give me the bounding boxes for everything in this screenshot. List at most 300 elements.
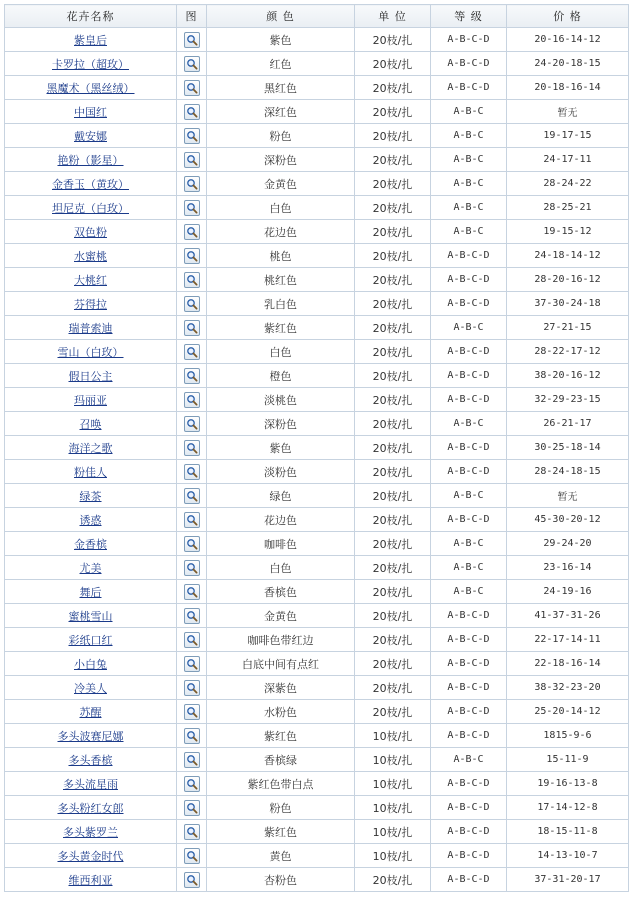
flower-name-link[interactable]: 艳粉（影星） bbox=[57, 153, 124, 167]
flower-name-cell bbox=[5, 436, 177, 460]
flower-name-cell bbox=[5, 412, 177, 436]
picture-cell bbox=[177, 244, 207, 268]
color-cell: 紫红色带白点 bbox=[207, 772, 355, 796]
flower-name-cell bbox=[5, 388, 177, 412]
unit-cell: 20枝/扎 bbox=[355, 292, 431, 316]
color-cell: 深粉色 bbox=[207, 148, 355, 172]
magnifier-icon[interactable] bbox=[184, 824, 200, 840]
flower-name-cell bbox=[5, 52, 177, 76]
color-cell: 金黄色 bbox=[207, 604, 355, 628]
price-cell: 暂无 bbox=[507, 484, 629, 508]
magnifier-icon[interactable] bbox=[184, 80, 200, 96]
flower-name-link[interactable]: 维西利亚 bbox=[68, 873, 113, 887]
picture-cell bbox=[177, 340, 207, 364]
picture-cell bbox=[177, 820, 207, 844]
picture-cell bbox=[177, 148, 207, 172]
flower-name-link[interactable]: 粉佳人 bbox=[74, 465, 107, 479]
grade-cell: A-B-C bbox=[431, 316, 507, 340]
magnifier-icon[interactable] bbox=[184, 248, 200, 264]
color-cell: 咖啡色 bbox=[207, 532, 355, 556]
grade-cell: A-B-C-D bbox=[431, 292, 507, 316]
magnifier-icon[interactable] bbox=[184, 224, 200, 240]
magnifier-icon[interactable] bbox=[184, 488, 200, 504]
magnifier-icon[interactable] bbox=[184, 776, 200, 792]
header-grade: 等 级 bbox=[431, 5, 507, 28]
table-body bbox=[5, 28, 629, 892]
color-cell: 淡粉色 bbox=[207, 460, 355, 484]
table-row bbox=[5, 172, 629, 196]
grade-cell: A-B-C-D bbox=[431, 340, 507, 364]
unit-cell: 20枝/扎 bbox=[355, 196, 431, 220]
table-row bbox=[5, 604, 629, 628]
color-cell: 紫红色 bbox=[207, 724, 355, 748]
unit-cell: 20枝/扎 bbox=[355, 268, 431, 292]
flower-name-link[interactable]: 中国红 bbox=[74, 105, 107, 119]
table-row bbox=[5, 28, 629, 52]
color-cell: 橙色 bbox=[207, 364, 355, 388]
magnifier-icon[interactable] bbox=[184, 632, 200, 648]
price-cell: 24-17-11 bbox=[507, 148, 629, 172]
flower-name-link[interactable]: 双色粉 bbox=[74, 225, 107, 239]
color-cell: 乳白色 bbox=[207, 292, 355, 316]
color-cell: 深粉色 bbox=[207, 412, 355, 436]
picture-cell bbox=[177, 844, 207, 868]
table-row bbox=[5, 508, 629, 532]
magnifier-icon[interactable] bbox=[184, 320, 200, 336]
header-price: 价 格 bbox=[507, 5, 629, 28]
picture-cell bbox=[177, 508, 207, 532]
flower-name-cell bbox=[5, 172, 177, 196]
flower-name-cell bbox=[5, 292, 177, 316]
price-cell: 24-19-16 bbox=[507, 580, 629, 604]
flower-name-link[interactable]: 召唤 bbox=[79, 417, 102, 431]
flower-name-cell bbox=[5, 124, 177, 148]
unit-cell: 20枝/扎 bbox=[355, 508, 431, 532]
price-cell: 28-22-17-12 bbox=[507, 340, 629, 364]
picture-cell bbox=[177, 700, 207, 724]
flower-name-link[interactable]: 金香玉（黄玫） bbox=[52, 177, 129, 191]
grade-cell: A-B-C-D bbox=[431, 628, 507, 652]
magnifier-icon[interactable] bbox=[184, 752, 200, 768]
flower-name-link[interactable]: 多头流星雨 bbox=[63, 777, 118, 791]
color-cell: 桃红色 bbox=[207, 268, 355, 292]
unit-cell: 20枝/扎 bbox=[355, 388, 431, 412]
picture-cell bbox=[177, 124, 207, 148]
flower-name-cell bbox=[5, 244, 177, 268]
color-cell: 金黄色 bbox=[207, 172, 355, 196]
flower-name-link[interactable]: 芬得拉 bbox=[74, 297, 107, 311]
unit-cell: 20枝/扎 bbox=[355, 676, 431, 700]
flower-name-link[interactable]: 绿茶 bbox=[79, 489, 102, 503]
magnifier-icon[interactable] bbox=[184, 32, 200, 48]
flower-name-cell bbox=[5, 868, 177, 892]
picture-cell bbox=[177, 868, 207, 892]
grade-cell: A-B-C-D bbox=[431, 652, 507, 676]
grade-cell: A-B-C bbox=[431, 412, 507, 436]
unit-cell: 20枝/扎 bbox=[355, 124, 431, 148]
table-row bbox=[5, 796, 629, 820]
unit-cell: 20枝/扎 bbox=[355, 364, 431, 388]
table-row bbox=[5, 676, 629, 700]
picture-cell bbox=[177, 604, 207, 628]
price-cell: 37-31-20-17 bbox=[507, 868, 629, 892]
picture-cell bbox=[177, 172, 207, 196]
unit-cell: 20枝/扎 bbox=[355, 340, 431, 364]
flower-name-link[interactable]: 彩纸口红 bbox=[68, 633, 113, 647]
price-cell: 37-30-24-18 bbox=[507, 292, 629, 316]
grade-cell: A-B-C bbox=[431, 580, 507, 604]
picture-cell bbox=[177, 748, 207, 772]
unit-cell: 20枝/扎 bbox=[355, 532, 431, 556]
grade-cell: A-B-C bbox=[431, 556, 507, 580]
table-row bbox=[5, 220, 629, 244]
unit-cell: 20枝/扎 bbox=[355, 484, 431, 508]
table-header-row bbox=[5, 5, 629, 28]
flower-name-link[interactable]: 多头香槟 bbox=[68, 753, 113, 767]
grade-cell: A-B-C-D bbox=[431, 772, 507, 796]
flower-name-cell bbox=[5, 796, 177, 820]
magnifier-icon[interactable] bbox=[184, 800, 200, 816]
header-unit: 单 位 bbox=[355, 5, 431, 28]
color-cell: 粉色 bbox=[207, 124, 355, 148]
magnifier-icon[interactable] bbox=[184, 608, 200, 624]
flower-name-link[interactable]: 尤美 bbox=[79, 561, 102, 575]
flower-name-link[interactable]: 坦尼克（白玫） bbox=[52, 201, 129, 215]
color-cell: 白色 bbox=[207, 556, 355, 580]
picture-cell bbox=[177, 316, 207, 340]
unit-cell: 10枝/扎 bbox=[355, 748, 431, 772]
flower-name-link[interactable]: 多头紫罗兰 bbox=[63, 825, 118, 839]
flower-name-link[interactable]: 海洋之歌 bbox=[68, 441, 113, 455]
flower-name-link[interactable]: 玛丽亚 bbox=[74, 393, 107, 407]
flower-name-link[interactable]: 小白兔 bbox=[74, 657, 107, 671]
magnifier-icon[interactable] bbox=[184, 200, 200, 216]
unit-cell: 20枝/扎 bbox=[355, 172, 431, 196]
flower-name-link[interactable]: 蜜桃雪山 bbox=[68, 609, 113, 623]
flower-name-link[interactable]: 舞后 bbox=[79, 585, 102, 599]
magnifier-icon[interactable] bbox=[184, 464, 200, 480]
flower-name-cell bbox=[5, 148, 177, 172]
flower-name-link[interactable]: 多头粉红女郎 bbox=[57, 801, 124, 815]
color-cell: 紫色 bbox=[207, 28, 355, 52]
table-row bbox=[5, 100, 629, 124]
grade-cell: A-B-C-D bbox=[431, 508, 507, 532]
price-cell: 28-24-22 bbox=[507, 172, 629, 196]
color-cell: 花边色 bbox=[207, 220, 355, 244]
picture-cell bbox=[177, 628, 207, 652]
unit-cell: 20枝/扎 bbox=[355, 700, 431, 724]
grade-cell: A-B-C-D bbox=[431, 796, 507, 820]
flower-name-cell bbox=[5, 580, 177, 604]
picture-cell bbox=[177, 292, 207, 316]
price-cell: 14-13-10-7 bbox=[507, 844, 629, 868]
price-cell: 20-16-14-12 bbox=[507, 28, 629, 52]
table-row bbox=[5, 580, 629, 604]
grade-cell: A-B-C-D bbox=[431, 868, 507, 892]
grade-cell: A-B-C-D bbox=[431, 244, 507, 268]
flower-name-cell bbox=[5, 676, 177, 700]
picture-cell bbox=[177, 580, 207, 604]
grade-cell: A-B-C bbox=[431, 220, 507, 244]
unit-cell: 20枝/扎 bbox=[355, 316, 431, 340]
table-row bbox=[5, 556, 629, 580]
flower-name-cell bbox=[5, 340, 177, 364]
color-cell: 黄色 bbox=[207, 844, 355, 868]
unit-cell: 10枝/扎 bbox=[355, 772, 431, 796]
flower-name-cell bbox=[5, 316, 177, 340]
grade-cell: A-B-C bbox=[431, 172, 507, 196]
grade-cell: A-B-C-D bbox=[431, 604, 507, 628]
price-cell: 27-21-15 bbox=[507, 316, 629, 340]
magnifier-icon[interactable] bbox=[184, 704, 200, 720]
unit-cell: 20枝/扎 bbox=[355, 220, 431, 244]
header-color: 颜 色 bbox=[207, 5, 355, 28]
flower-name-cell bbox=[5, 820, 177, 844]
flower-name-link[interactable]: 水蜜桃 bbox=[74, 249, 107, 263]
color-cell: 黑红色 bbox=[207, 76, 355, 100]
magnifier-icon[interactable] bbox=[184, 176, 200, 192]
flower-name-cell bbox=[5, 460, 177, 484]
color-cell: 咖啡色带红边 bbox=[207, 628, 355, 652]
color-cell: 白色 bbox=[207, 196, 355, 220]
grade-cell: A-B-C bbox=[431, 532, 507, 556]
price-cell: 45-30-20-12 bbox=[507, 508, 629, 532]
table-row bbox=[5, 124, 629, 148]
flower-name-cell bbox=[5, 652, 177, 676]
picture-cell bbox=[177, 76, 207, 100]
flower-price-table bbox=[4, 4, 629, 892]
unit-cell: 20枝/扎 bbox=[355, 580, 431, 604]
flower-name-link[interactable]: 多头波赛尼娜 bbox=[57, 729, 124, 743]
unit-cell: 20枝/扎 bbox=[355, 436, 431, 460]
table-row bbox=[5, 652, 629, 676]
grade-cell: A-B-C-D bbox=[431, 76, 507, 100]
table-row bbox=[5, 196, 629, 220]
unit-cell: 10枝/扎 bbox=[355, 844, 431, 868]
flower-name-cell bbox=[5, 268, 177, 292]
grade-cell: A-B-C-D bbox=[431, 28, 507, 52]
magnifier-icon[interactable] bbox=[184, 416, 200, 432]
picture-cell bbox=[177, 532, 207, 556]
unit-cell: 20枝/扎 bbox=[355, 76, 431, 100]
flower-name-cell bbox=[5, 604, 177, 628]
flower-name-link[interactable]: 黑魔术（黑丝绒） bbox=[46, 81, 135, 95]
flower-name-link[interactable]: 戴安娜 bbox=[74, 129, 107, 143]
table-row bbox=[5, 748, 629, 772]
magnifier-icon[interactable] bbox=[184, 680, 200, 696]
magnifier-icon[interactable] bbox=[184, 440, 200, 456]
picture-cell bbox=[177, 28, 207, 52]
flower-name-cell bbox=[5, 508, 177, 532]
grade-cell: A-B-C bbox=[431, 100, 507, 124]
unit-cell: 20枝/扎 bbox=[355, 628, 431, 652]
table-row bbox=[5, 772, 629, 796]
flower-name-cell bbox=[5, 364, 177, 388]
table-row bbox=[5, 484, 629, 508]
picture-cell bbox=[177, 220, 207, 244]
price-cell: 18-15-11-8 bbox=[507, 820, 629, 844]
table-row bbox=[5, 868, 629, 892]
magnifier-icon[interactable] bbox=[184, 344, 200, 360]
color-cell: 水粉色 bbox=[207, 700, 355, 724]
color-cell: 香槟色 bbox=[207, 580, 355, 604]
price-cell: 30-25-18-14 bbox=[507, 436, 629, 460]
flower-name-cell bbox=[5, 220, 177, 244]
grade-cell: A-B-C-D bbox=[431, 700, 507, 724]
table-row bbox=[5, 844, 629, 868]
magnifier-icon[interactable] bbox=[184, 536, 200, 552]
price-cell: 17-14-12-8 bbox=[507, 796, 629, 820]
picture-cell bbox=[177, 556, 207, 580]
picture-cell bbox=[177, 772, 207, 796]
grade-cell: A-B-C bbox=[431, 484, 507, 508]
table-row bbox=[5, 700, 629, 724]
magnifier-icon[interactable] bbox=[184, 392, 200, 408]
table-row bbox=[5, 292, 629, 316]
flower-name-link[interactable]: 紫皇后 bbox=[74, 33, 107, 47]
color-cell: 桃色 bbox=[207, 244, 355, 268]
color-cell: 杏粉色 bbox=[207, 868, 355, 892]
table-row bbox=[5, 412, 629, 436]
price-cell: 22-18-16-14 bbox=[507, 652, 629, 676]
magnifier-icon[interactable] bbox=[184, 656, 200, 672]
flower-name-link[interactable]: 苏醒 bbox=[79, 705, 102, 719]
grade-cell: A-B-C bbox=[431, 148, 507, 172]
color-cell: 紫红色 bbox=[207, 316, 355, 340]
price-cell: 38-20-16-12 bbox=[507, 364, 629, 388]
grade-cell: A-B-C bbox=[431, 124, 507, 148]
flower-name-link[interactable]: 假日公主 bbox=[68, 369, 113, 383]
grade-cell: A-B-C bbox=[431, 748, 507, 772]
flower-name-cell bbox=[5, 196, 177, 220]
grade-cell: A-B-C-D bbox=[431, 364, 507, 388]
grade-cell: A-B-C-D bbox=[431, 676, 507, 700]
picture-cell bbox=[177, 196, 207, 220]
flower-name-cell bbox=[5, 628, 177, 652]
flower-name-link[interactable]: 冷美人 bbox=[74, 681, 107, 695]
unit-cell: 10枝/扎 bbox=[355, 796, 431, 820]
magnifier-icon[interactable] bbox=[184, 272, 200, 288]
grade-cell: A-B-C bbox=[431, 196, 507, 220]
flower-name-cell bbox=[5, 724, 177, 748]
magnifier-icon[interactable] bbox=[184, 560, 200, 576]
grade-cell: A-B-C-D bbox=[431, 268, 507, 292]
price-cell: 29-24-20 bbox=[507, 532, 629, 556]
color-cell: 白色 bbox=[207, 340, 355, 364]
color-cell: 白底中间有点红 bbox=[207, 652, 355, 676]
magnifier-icon[interactable] bbox=[184, 152, 200, 168]
picture-cell bbox=[177, 676, 207, 700]
magnifier-icon[interactable] bbox=[184, 584, 200, 600]
unit-cell: 20枝/扎 bbox=[355, 604, 431, 628]
header-name: 花卉名称 bbox=[5, 5, 177, 28]
price-cell: 1815-9-6 bbox=[507, 724, 629, 748]
unit-cell: 20枝/扎 bbox=[355, 52, 431, 76]
picture-cell bbox=[177, 436, 207, 460]
price-cell: 26-21-17 bbox=[507, 412, 629, 436]
color-cell: 绿色 bbox=[207, 484, 355, 508]
flower-name-cell bbox=[5, 844, 177, 868]
color-cell: 香槟绿 bbox=[207, 748, 355, 772]
magnifier-icon[interactable] bbox=[184, 848, 200, 864]
table-row bbox=[5, 52, 629, 76]
flower-name-link[interactable]: 多头黄金时代 bbox=[57, 849, 124, 863]
table-row bbox=[5, 388, 629, 412]
picture-cell bbox=[177, 796, 207, 820]
magnifier-icon[interactable] bbox=[184, 512, 200, 528]
picture-cell bbox=[177, 52, 207, 76]
table-row bbox=[5, 724, 629, 748]
table-row bbox=[5, 820, 629, 844]
flower-name-link[interactable]: 金香槟 bbox=[74, 537, 107, 551]
flower-name-link[interactable]: 瑞普索迪 bbox=[68, 321, 113, 335]
price-cell: 15-11-9 bbox=[507, 748, 629, 772]
magnifier-icon[interactable] bbox=[184, 368, 200, 384]
table-row bbox=[5, 340, 629, 364]
unit-cell: 10枝/扎 bbox=[355, 820, 431, 844]
picture-cell bbox=[177, 652, 207, 676]
table-row bbox=[5, 460, 629, 484]
picture-cell bbox=[177, 100, 207, 124]
price-cell: 38-32-23-20 bbox=[507, 676, 629, 700]
flower-name-link[interactable]: 卡罗拉（超玫） bbox=[52, 57, 129, 71]
price-cell: 20-18-16-14 bbox=[507, 76, 629, 100]
grade-cell: A-B-C-D bbox=[431, 820, 507, 844]
grade-cell: A-B-C-D bbox=[431, 388, 507, 412]
unit-cell: 20枝/扎 bbox=[355, 412, 431, 436]
price-cell: 22-17-14-11 bbox=[507, 628, 629, 652]
price-cell: 暂无 bbox=[507, 100, 629, 124]
flower-name-cell bbox=[5, 556, 177, 580]
color-cell: 紫红色 bbox=[207, 820, 355, 844]
flower-name-link[interactable]: 大桃红 bbox=[74, 273, 107, 287]
flower-name-link[interactable]: 诱惑 bbox=[79, 513, 102, 527]
unit-cell: 20枝/扎 bbox=[355, 556, 431, 580]
picture-cell bbox=[177, 364, 207, 388]
table-row bbox=[5, 364, 629, 388]
table-row bbox=[5, 268, 629, 292]
color-cell: 红色 bbox=[207, 52, 355, 76]
flower-name-cell bbox=[5, 28, 177, 52]
unit-cell: 20枝/扎 bbox=[355, 460, 431, 484]
unit-cell: 20枝/扎 bbox=[355, 148, 431, 172]
unit-cell: 20枝/扎 bbox=[355, 652, 431, 676]
magnifier-icon[interactable] bbox=[184, 104, 200, 120]
price-cell: 19-15-12 bbox=[507, 220, 629, 244]
picture-cell bbox=[177, 724, 207, 748]
color-cell: 深红色 bbox=[207, 100, 355, 124]
header-picture: 图 bbox=[177, 5, 207, 28]
table-row bbox=[5, 244, 629, 268]
color-cell: 淡桃色 bbox=[207, 388, 355, 412]
picture-cell bbox=[177, 460, 207, 484]
magnifier-icon[interactable] bbox=[184, 296, 200, 312]
grade-cell: A-B-C-D bbox=[431, 52, 507, 76]
table-row bbox=[5, 148, 629, 172]
picture-cell bbox=[177, 388, 207, 412]
price-cell: 41-37-31-26 bbox=[507, 604, 629, 628]
grade-cell: A-B-C-D bbox=[431, 460, 507, 484]
magnifier-icon[interactable] bbox=[184, 872, 200, 888]
flower-name-link[interactable]: 雪山（白玫） bbox=[57, 345, 124, 359]
magnifier-icon[interactable] bbox=[184, 728, 200, 744]
price-cell: 32-29-23-15 bbox=[507, 388, 629, 412]
magnifier-icon[interactable] bbox=[184, 56, 200, 72]
price-cell: 24-20-18-15 bbox=[507, 52, 629, 76]
unit-cell: 20枝/扎 bbox=[355, 28, 431, 52]
magnifier-icon[interactable] bbox=[184, 128, 200, 144]
color-cell: 紫色 bbox=[207, 436, 355, 460]
